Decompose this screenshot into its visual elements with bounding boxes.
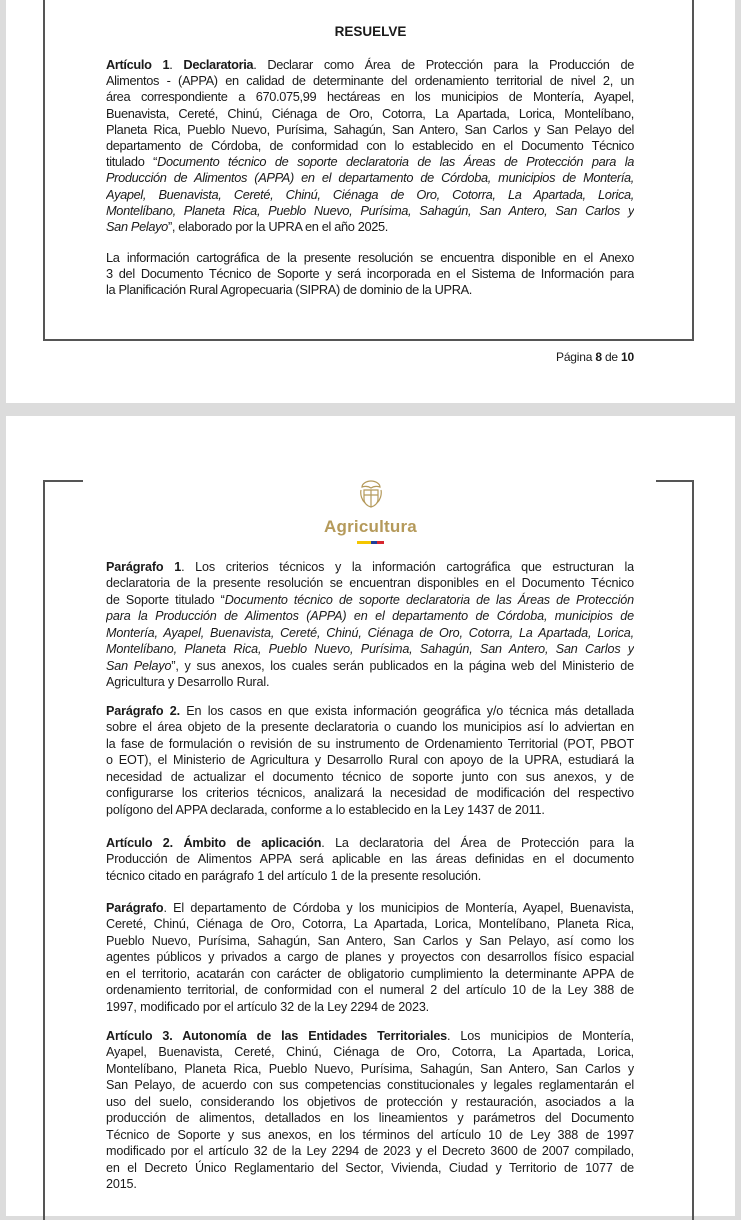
text-line: [106, 674, 634, 690]
text-line: [106, 736, 634, 752]
text-segment: Cereté, Chinú, Ciénaga de Oro, Cotorra, La Apartada, Lorica, Montelíbano, Planeta Rica,: [106, 917, 634, 932]
text-segment: ”, y sus anexos, los cuales serán publicados en la página web del Ministerio de: [171, 658, 634, 673]
text-line: [106, 703, 634, 719]
text-segment: Montelíbano, Planeta Rica, Pueblo Nuevo, Purísima, Sahagún, San Antero, San Carlos y: [106, 202, 634, 218]
paragrafo-2: [106, 703, 634, 818]
text-segment: Montelíbano, Planeta Rica, Pueblo Nuevo, Purísima, Sahagún, San Antero, San Carlos y: [106, 1061, 634, 1076]
cartographic-info-paragraph: [106, 250, 634, 299]
text-segment: Artículo 2. Ámbito de aplicación: [106, 836, 322, 850]
page-border-right: [692, 480, 694, 1220]
article-3: [106, 1028, 634, 1192]
text-line: [106, 1061, 634, 1077]
article-1-paragraph: [106, 57, 634, 235]
page-current: 8: [595, 350, 602, 364]
text-segment: . Los criterios técnicos y la información cartográfica que estructuran la: [181, 560, 634, 574]
text-segment: Técnico de Soporte y sus anexos, en los términos del artículo 10 de Ley 388 de 1997: [106, 1127, 634, 1142]
coat-of-arms-icon: [358, 478, 384, 510]
text-segment: de Soporte titulado “: [106, 592, 225, 607]
text-segment: Parágrafo: [106, 901, 164, 915]
text-segment: 3 del Documento Técnico de Soporte y será incorporada en el Sistema de Información para: [106, 266, 634, 282]
text-segment: Parágrafo 2.: [106, 704, 180, 718]
text-segment: modificado por el artículo 32 de la Ley 2294 de 2023 y el Decreto 3600 de 2007 compilado,: [106, 1144, 634, 1159]
text-line: [106, 916, 634, 932]
text-segment: área correspondiente a 670.075,99 hectáreas en los municipios de Montería, Ayapel,: [106, 89, 634, 105]
text-segment: Producción de Alimentos APPA será aplicable en las áreas definidas en el documento: [106, 852, 634, 867]
text-line: [106, 900, 634, 916]
text-segment: técnico citado en parágrafo 1 del artículo 1 de la presente resolución.: [106, 868, 482, 883]
text-segment: La información cartográfica de la presente resolución se encuentra disponible en el Anexo: [106, 250, 634, 265]
text-segment: Documento técnico de soporte declaratoria de las Áreas de Protección para la: [157, 154, 634, 170]
text-segment: uso del suelo, considerando los objetivos de protección y restauración, asociados a la: [106, 1094, 634, 1109]
text-line: [106, 559, 634, 575]
text-line: [106, 802, 634, 818]
text-line: [106, 1160, 634, 1176]
text-line: [106, 266, 634, 282]
text-line: [106, 1110, 634, 1126]
text-segment: Pueblo Nuevo, Purísima, Sahagún, San Antero, San Carlos y San Pelayo, así como los: [106, 933, 634, 948]
document-page-9: [6, 416, 735, 1216]
article-2: [106, 835, 634, 884]
paragrafo-1: [106, 559, 634, 691]
text-segment: Documento técnico de soporte declaratoria de las Áreas de Protección: [224, 592, 634, 607]
text-segment: Parágrafo 1: [106, 560, 182, 574]
text-line: [106, 966, 634, 982]
text-line: [106, 187, 634, 203]
logo-wordmark: Agricultura: [324, 517, 417, 536]
document-page-8: [6, 0, 735, 403]
text-segment: ”, elaborado por la UPRA en el año 2025.: [167, 218, 389, 234]
flag-stripe: [357, 541, 384, 544]
text-segment: 1997, modificado por el artículo 32 de la Ley 2294 de 2023.: [106, 999, 430, 1014]
text-line: [106, 752, 634, 768]
text-line: [106, 1028, 634, 1044]
article-2-paragrafo: [106, 900, 634, 1015]
text-line: [106, 785, 634, 801]
text-segment: en el Decreto Único Reglamentario del Sector, Vivienda, Ciudad y Territorio de 1077 de: [106, 1160, 634, 1175]
text-line: [106, 982, 634, 998]
text-line: [106, 608, 634, 624]
text-line: [106, 89, 634, 105]
text-segment: agentes públicos y privados a cargo de planes y proyectos con desarrollos físico espacial: [106, 950, 634, 965]
text-line: [106, 641, 634, 657]
text-line: [106, 575, 634, 591]
text-segment: Montería, Ayapel, Buenavista, Cereté, Chinú, Ciénaga de Oro, Cotorra, La Apartada, Lorica,: [106, 625, 634, 640]
text-line: [106, 1044, 634, 1060]
text-segment: Buenavista, Cereté, Chinú, Ciénaga de Oro, Cotorra, La Apartada, Lorica, Montelíbano,: [106, 105, 634, 121]
text-segment: la fase de formulación o revisión de su instrumento de Ordenamiento Territorial (POT, PBOT: [106, 736, 634, 751]
ministry-logo: [6, 478, 735, 544]
page-label: Página: [556, 350, 593, 364]
text-segment: . La declaratoria del Área de Protección para la: [321, 836, 634, 850]
text-segment: declaratoria de la presente resolución se encuentran disponibles en el Documento Técnico: [106, 576, 634, 591]
text-segment: o EOT), el Ministerio de Agricultura y Desarrollo Rural con apoyo de la UPRA, estudiará la: [106, 753, 634, 768]
page-of: de: [604, 350, 618, 364]
page-border-bottom: [43, 339, 694, 341]
text-segment: sobre el área objeto de la presente declaratoria o cuando los municipios así lo adviertan en: [106, 720, 634, 735]
text-line: [106, 592, 634, 608]
text-segment: en el territorio, acatarán con carácter de obligatorio cumplimiento la determinante APPA de: [106, 966, 634, 981]
text-segment: Ayapel, Buenavista, Cereté, Chinú, Ciénaga de Oro, Cotorra, La Apartada, Lorica,: [106, 1045, 634, 1060]
text-segment: Alimentos - (APPA) en calidad de determinante del ordenamiento territorial de nivel 2, un: [106, 73, 634, 89]
text-line: [106, 949, 634, 965]
text-line: [106, 1077, 634, 1093]
page-number: [556, 350, 634, 364]
text-segment: Ayapel, Buenavista, Cereté, Chinú, Ciénaga de Oro, Cotorra, La Apartada, Lorica,: [106, 186, 634, 202]
text-segment: San Pelayo: [106, 658, 172, 673]
text-segment: Agricultura y Desarrollo Rural.: [106, 675, 270, 690]
text-line: [106, 203, 634, 219]
text-line: [106, 106, 634, 122]
text-segment: . El departamento de Córdoba y los municipios de Montería, Ayapel, Buenavista,: [163, 901, 634, 915]
text-segment: necesidad de actualizar el documento técnico de soporte junto con sus anexos, y de: [106, 769, 634, 784]
text-segment: San Pelayo, de acuerdo con sus competencias constitucionales y legales reglamentarán el: [106, 1078, 634, 1093]
text-segment: configurarse los criterios técnicos, analizará la necesidad de modificación del respectivo: [106, 786, 634, 801]
text-line: [106, 122, 634, 138]
page-total: 10: [621, 350, 634, 364]
text-line: [106, 138, 634, 154]
text-line: [106, 719, 634, 735]
text-segment: departamento de Córdoba, de conformidad con lo establecido en el Documento Técnico: [106, 137, 634, 153]
text-line: [106, 658, 634, 674]
text-line: [106, 835, 634, 851]
text-segment: San Pelayo: [106, 218, 168, 234]
text-segment: Declaratoria: [183, 57, 254, 72]
text-segment: Montelíbano, Planeta Rica, Pueblo Nuevo, Purísima, Sahagún, San Antero, San Carlos y: [106, 642, 634, 657]
text-line: [106, 1127, 634, 1143]
text-line: [106, 73, 634, 89]
text-segment: producción de alimentos, detallados en los lineamientos y parámetros del Documento: [106, 1111, 634, 1126]
text-line: [106, 250, 634, 266]
text-line: [106, 219, 634, 235]
text-segment: Artículo 3. Autonomía de las Entidades Territoriales: [106, 1029, 448, 1043]
text-segment: para la Producción de Alimentos (APPA) en el departamento de Córdoba, municipios de: [106, 609, 634, 624]
text-line: [106, 851, 634, 867]
text-line: [106, 868, 634, 884]
text-line: [106, 57, 634, 73]
text-line: [106, 282, 634, 298]
text-segment: Artículo 1: [106, 57, 170, 72]
text-line: [106, 625, 634, 641]
page-border-left: [43, 0, 45, 341]
page-border-left: [43, 480, 45, 1220]
text-segment: . Declarar como Área de Protección para la Producción de: [253, 57, 634, 72]
text-line: [106, 1143, 634, 1159]
text-segment: la Planificación Rural Agropecuaria (SIPRA) de dominio de la UPRA.: [106, 282, 472, 298]
section-title: RESUELVE: [334, 24, 407, 39]
text-line: [106, 769, 634, 785]
text-line: [106, 1094, 634, 1110]
text-segment: 2015.: [106, 1176, 137, 1191]
text-line: [106, 1176, 634, 1192]
page-border-right: [692, 0, 694, 341]
text-segment: Producción de Alimentos (APPA) en el departamento de Córdoba, municipios de Montería,: [106, 170, 634, 186]
text-segment: titulado “: [106, 154, 158, 170]
text-line: [106, 999, 634, 1015]
text-segment: .: [169, 57, 184, 72]
text-segment: ordenamiento territorial, de conformidad con el numeral 2 del artículo 10 de la Ley 388 de: [106, 983, 634, 998]
text-line: [106, 933, 634, 949]
text-line: [106, 154, 634, 170]
text-segment: En los casos en que exista información geográfica y/o técnica más detallada: [179, 704, 634, 718]
text-segment: . Los municipios de Montería,: [447, 1029, 634, 1043]
text-line: [106, 170, 634, 186]
text-segment: Planeta Rica, Pueblo Nuevo, Purísima, Sahagún, San Antero, San Carlos y San Pelayo del: [106, 121, 634, 137]
text-segment: polígono del APPA declarada, conforme a lo establecido en la Ley 1437 de 2011.: [106, 802, 545, 817]
